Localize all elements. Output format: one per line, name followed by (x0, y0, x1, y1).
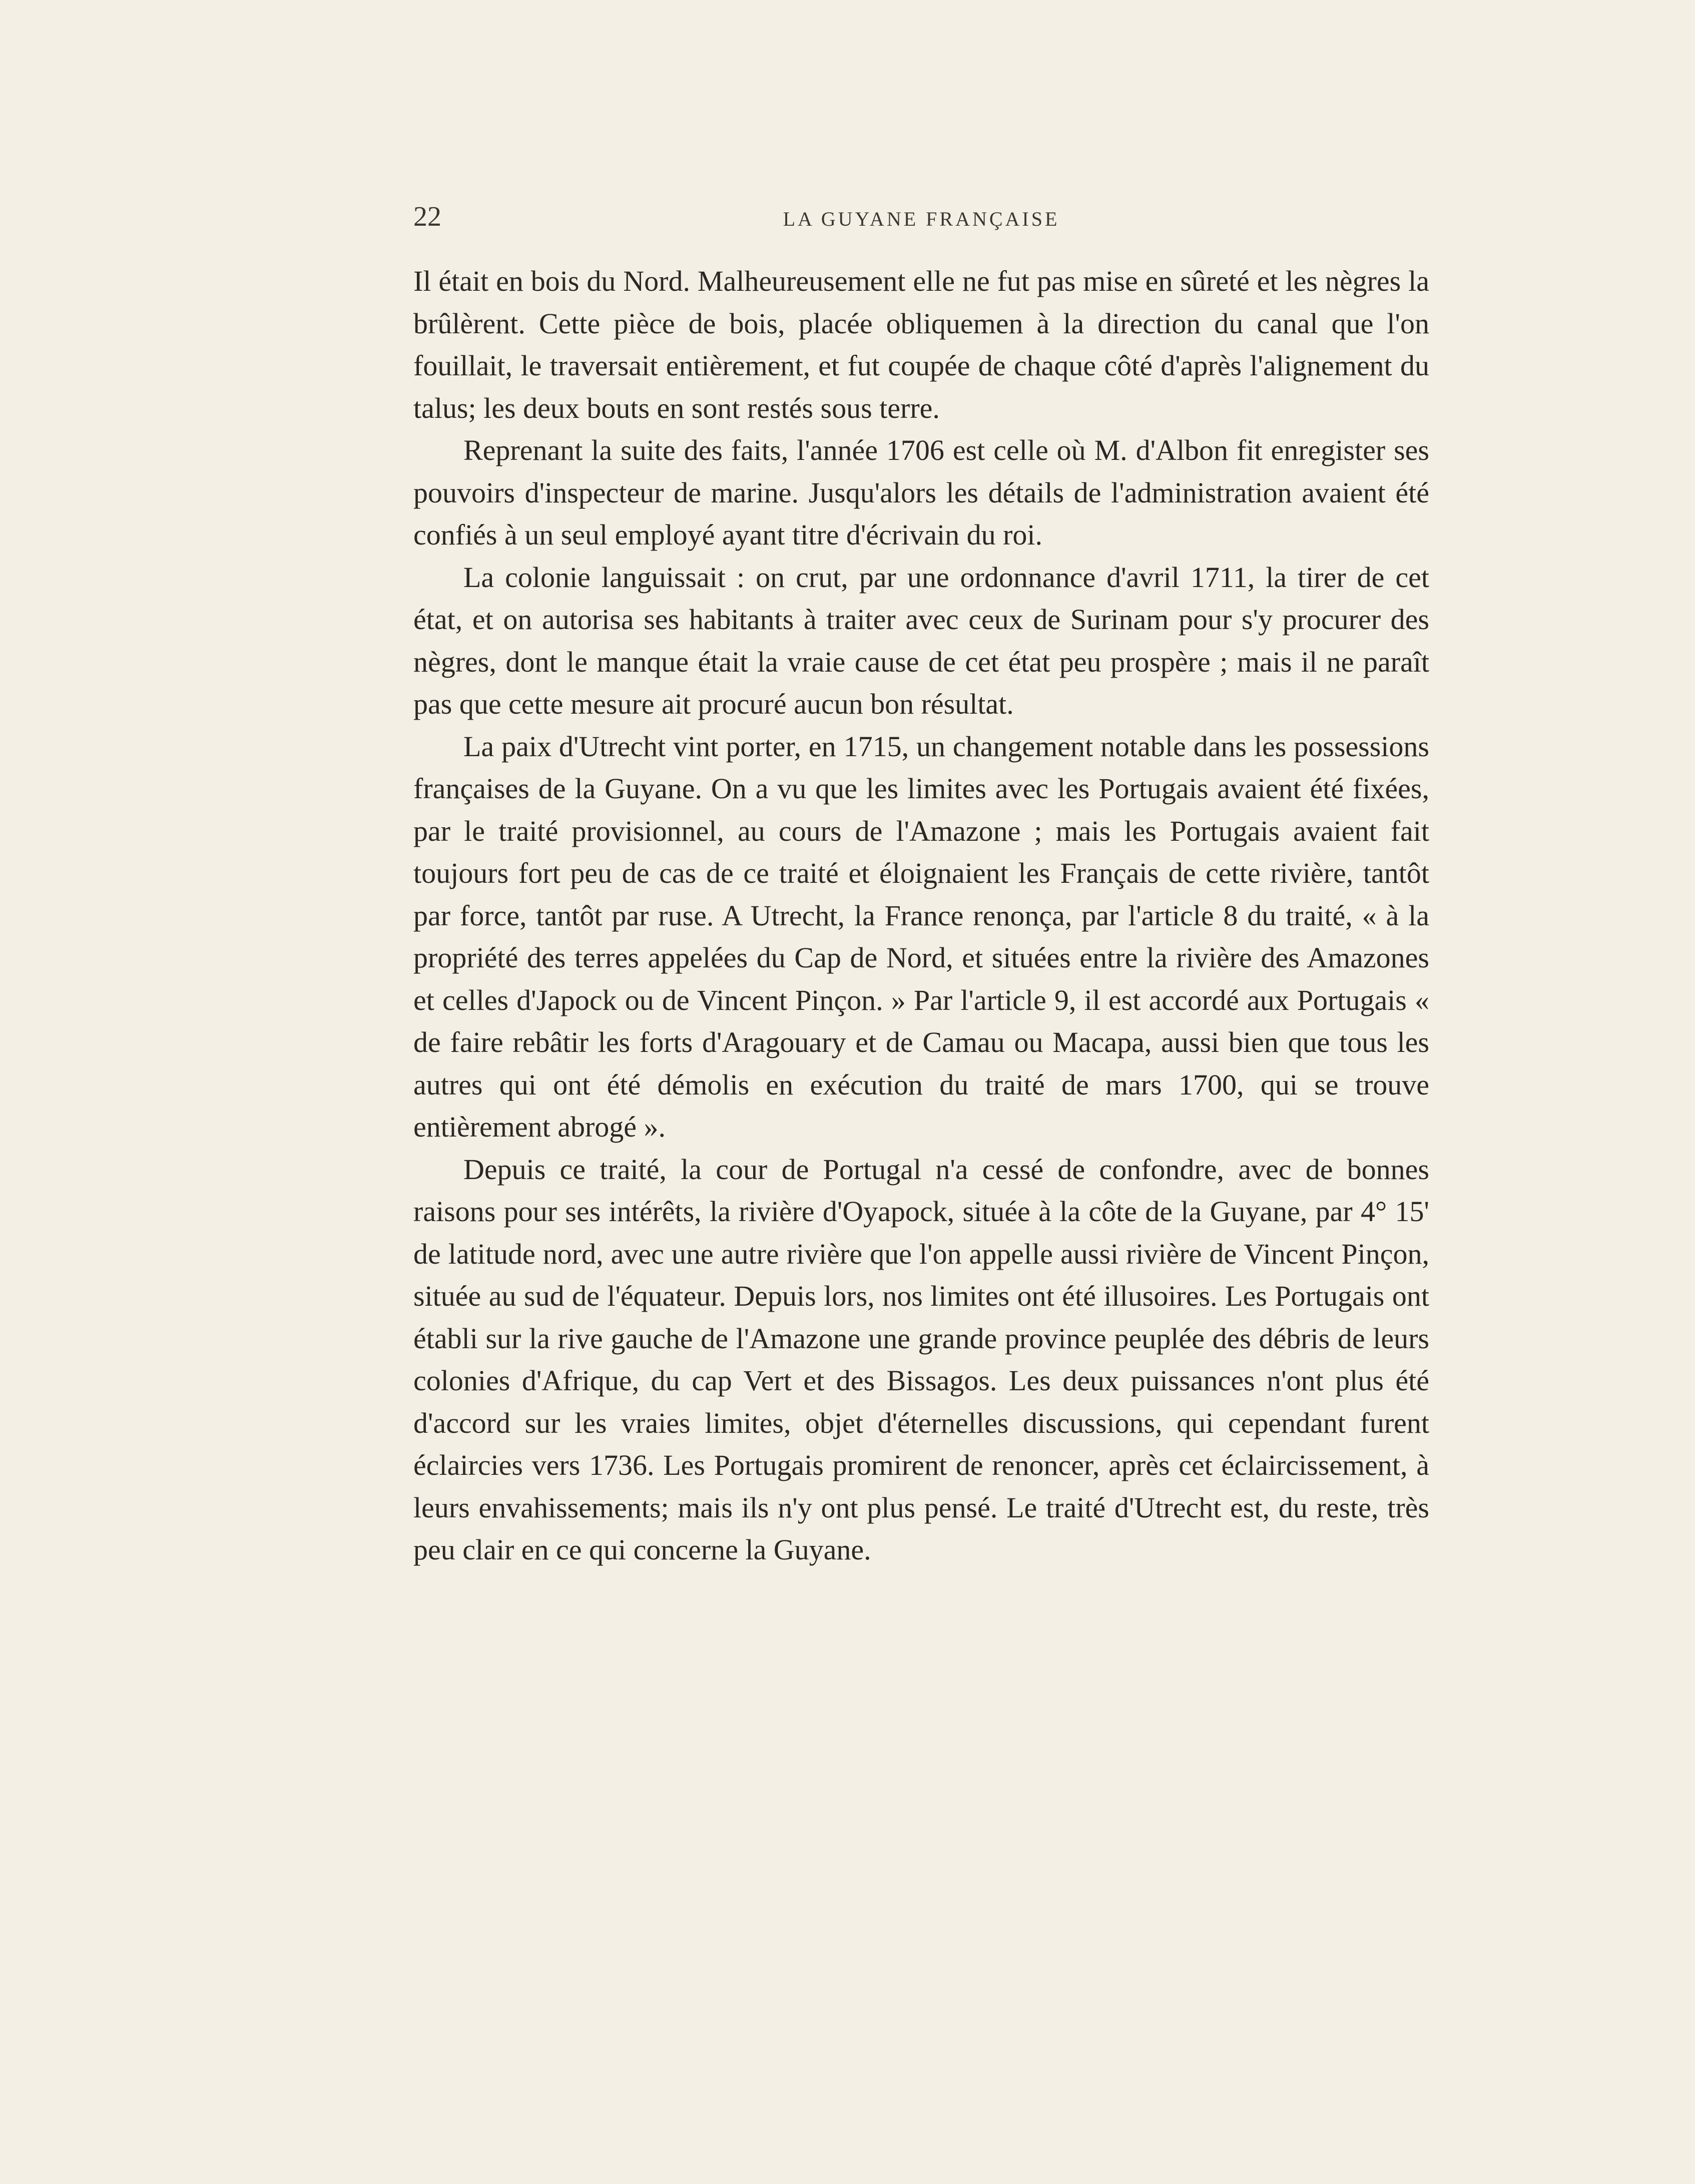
paragraph: Il était en bois du Nord. Malheureusement elle ne fut pas mise en sûreté et les nègres la brûlèrent. Cette pièce de bois, placée obliquemen à la direction du canal que l'on fouillait, le traversait entièrement, et fut coupée de chaque côté d'après l'alignement du talus; les deux bouts en sont restés sous terre. (413, 265, 1429, 424)
paragraph: La colonie languissait : on crut, par une ordonnance d'avril 1711, la tirer de cet état, et on autorisa ses habitants à traiter avec ceux de Surinam pour s'y procurer des nègres, dont le manque était la vraie cause de cet état peu prospère ; mais il ne paraît pas que cette mesure ait procuré aucun bon résultat. (413, 561, 1429, 720)
body-text (413, 260, 1429, 1571)
page-number: 22 (413, 201, 441, 232)
running-title: LA GUYANE FRANÇAISE (783, 208, 1060, 230)
page-header (413, 194, 1429, 239)
paragraph: Depuis ce traité, la cour de Portugal n'a cessé de confondre, avec de bonnes raisons pour ses intérêts, la rivière d'Oyapock, située à la côte de la Guyane, par 4° 15' de latitude nord, avec une autre rivière que l'on appelle aussi rivière de Vincent Pinçon, située au sud de l'équateur. Depuis lors, nos limites ont été illusoires. Les Portugais ont établi sur la rive gauche de l'Amazone une grande province peuplée des débris de leurs colonies d'Afrique, du cap Vert et des Bissagos. Les deux puissances n'ont plus été d'accord sur les vraies limites, objet d'éternelles discussions, qui cependant furent éclaircies vers 1736. Les Portugais promirent de renoncer, après cet éclaircissement, à leurs envahissements; mais ils n'y ont plus pensé. Le traité d'Utrecht est, du reste, très peu clair en ce qui concerne la Guyane. (413, 1153, 1429, 1566)
paragraph: La paix d'Utrecht vint porter, en 1715, un changement notable dans les possessions françaises de la Guyane. On a vu que les limites avec les Portugais avaient été fixées, par le traité provisionnel, au cours de l'Amazone ; mais les Portugais avaient fait toujours fort peu de cas de ce traité et éloignaient les Français de cette rivière, tantôt par force, tantôt par ruse. A Utrecht, la France renonça, par l'article 8 du traité, « à la propriété des terres appelées du Cap de Nord, et situées entre la rivière des Amazones et celles d'Japock ou de Vincent Pinçon. » Par l'article 9, il est accordé aux Portugais « de faire rebâtir les forts d'Aragouary et de Camau ou Macapa, aussi bien que tous les autres qui ont été démolis en exécution du traité de mars 1700, qui se trouve entièrement abrogé ». (413, 730, 1429, 1143)
paragraph: Reprenant la suite des faits, l'année 1706 est celle où M. d'Albon fit enregister ses pouvoirs d'inspecteur de marine. Jusqu'alors les détails de l'administration avaient été confiés à un seul employé ayant titre d'écrivain du roi. (413, 434, 1429, 551)
